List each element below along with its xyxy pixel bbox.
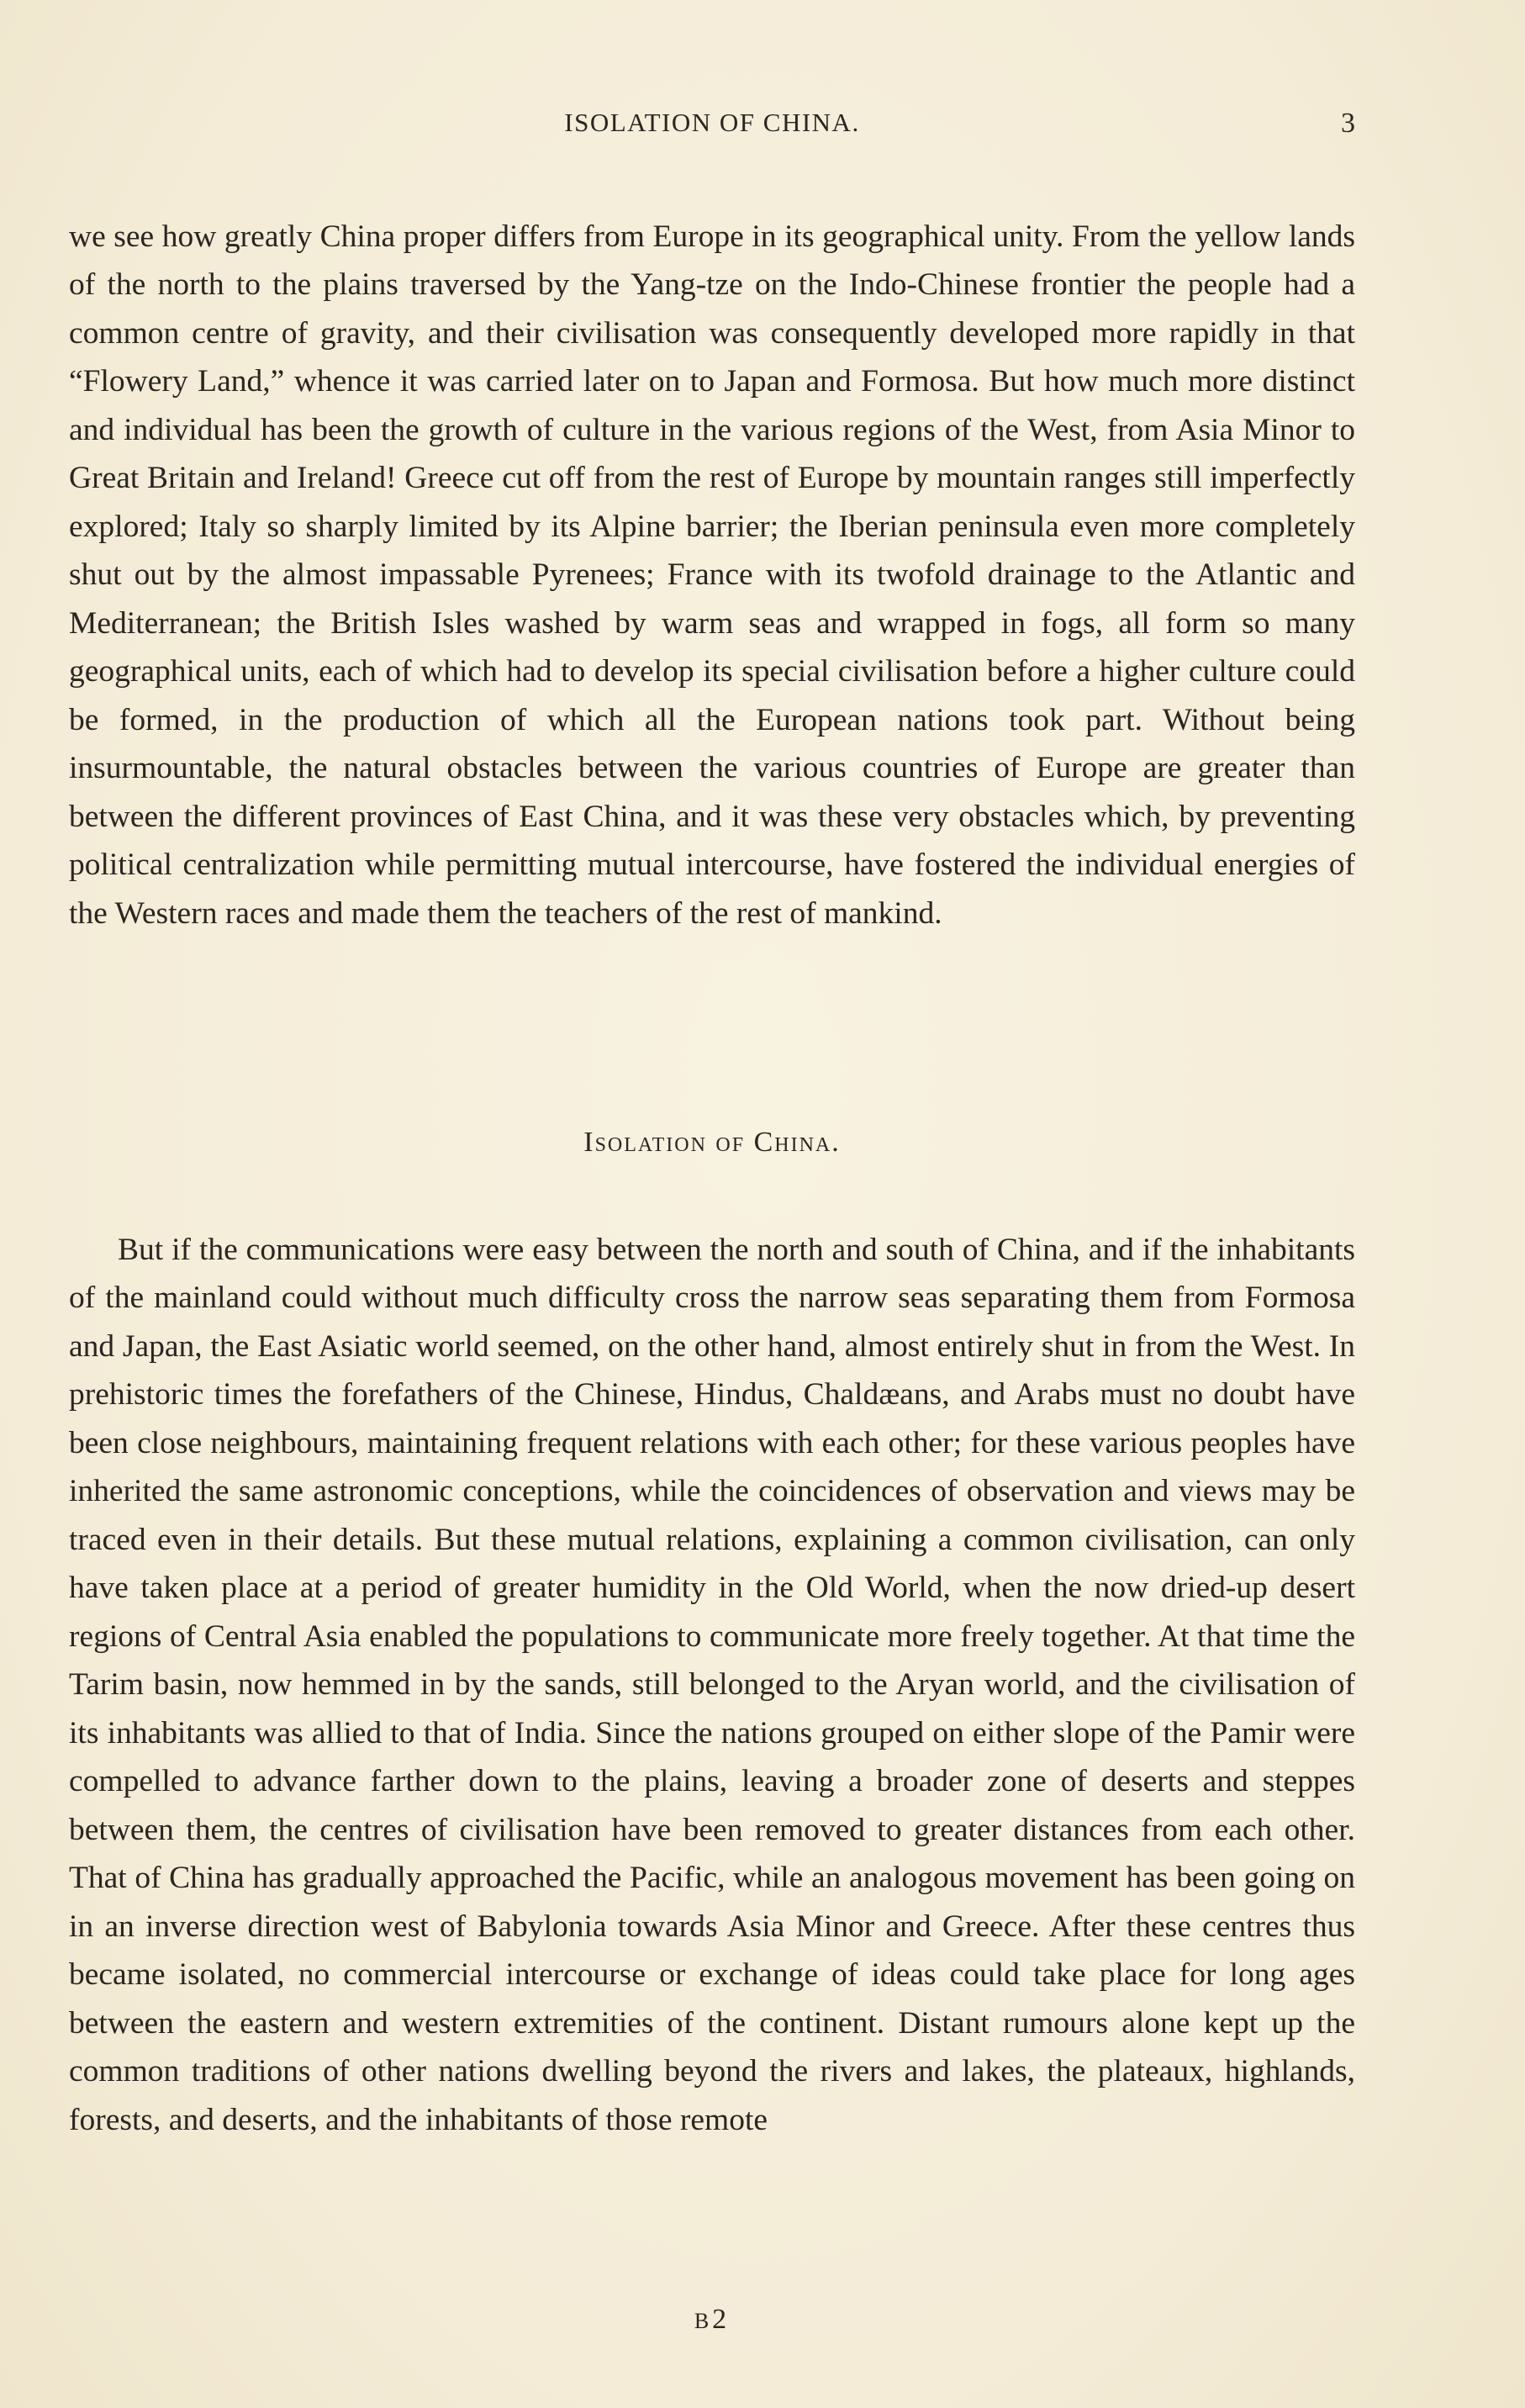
page-number: 3 — [1341, 108, 1355, 139]
signature-letter: B — [694, 2309, 713, 2333]
section-heading: Isolation of China. — [583, 1127, 841, 1158]
body-paragraph-1: we see how greatly China proper differs from Europe in its geographical unity. From the yellow lands of the north to the plains traversed by the Yang-tze on the Indo-Chinese frontier the people had a common centre of gravity, and their civilisation was consequently developed more rapidly in that “Flowery Land,” whence it was carried later on to Japan and Formosa. But how much more distinct and individual has been the growth of culture in the various regions of the West, from Asia Minor to Great Britain and Ireland! Greece cut off from the rest of Europe by mountain ranges still imperfectly explored; Italy so sharply limited by its Alpine barrier; the Iberian peninsula even more completely shut out by the almost impassable Pyrenees; France with its twofold drainage to the Atlantic and Mediterranean; the British Isles washed by warm seas and wrapped in fogs, all form so many geographical units, each of which had to develop its special civilisation before a higher culture could be formed, in the production of which all the European nations took part. Without being insurmountable, the natural obstacles between the various countries of Europe are greater than between the different provinces of East China, and it was these very obstacles which, by preventing political centralization while permitting mutual intercourse, have fostered the individual energies of the Western races and made them the teachers of the rest of mankind. — [69, 219, 1355, 931]
running-title: ISOLATION OF CHINA. — [564, 108, 860, 137]
running-head — [69, 108, 1355, 141]
signature-number: 2 — [712, 2304, 731, 2335]
body-paragraph-2: But if the communications were easy between the north and south of China, and if the inhabitants of the mainland could without much difficulty cross the narrow seas separating them from Formosa and Japan, the East Asiatic world seemed, on the other hand, almost entirely shut in from the West. In prehistoric times the forefathers of the Chinese, Hindus, Chaldæans, and Arabs must no doubt have been close neighbours, maintaining frequent relations with each other; for these various peoples have inherited the same astronomic conceptions, while the coincidences of observation and views may be traced even in their details. But these mutual relations, explaining a common civilisation, can only have taken place at a period of greater humidity in the Old World, when the now dried-up desert regions of Central Asia enabled the populations to communicate more freely together. At that time the Tarim basin, now hemmed in by the sands, still belonged to the Aryan world, and the civilisation of its inhabitants was allied to that of India. Since the nations grouped on either slope of the Pamir were compelled to advance farther down to the plains, leaving a broader zone of deserts and steppes between them, the centres of civilisation have been removed to greater distances from each other. That of China has gradually approached the Pacific, while an analogous movement has been going on in an inverse direction west of Babylonia towards Asia Minor and Greece. After these centres thus became isolated, no commercial intercourse or exchange of ideas could take place for long ages between the eastern and western extremities of the continent. Distant rumours alone kept up the common traditions of other nations dwelling beyond the rivers and lakes, the plateaux, highlands, forests, and deserts, and the inhabitants of those remote — [69, 1232, 1355, 2137]
signature-mark — [69, 2304, 1355, 2336]
